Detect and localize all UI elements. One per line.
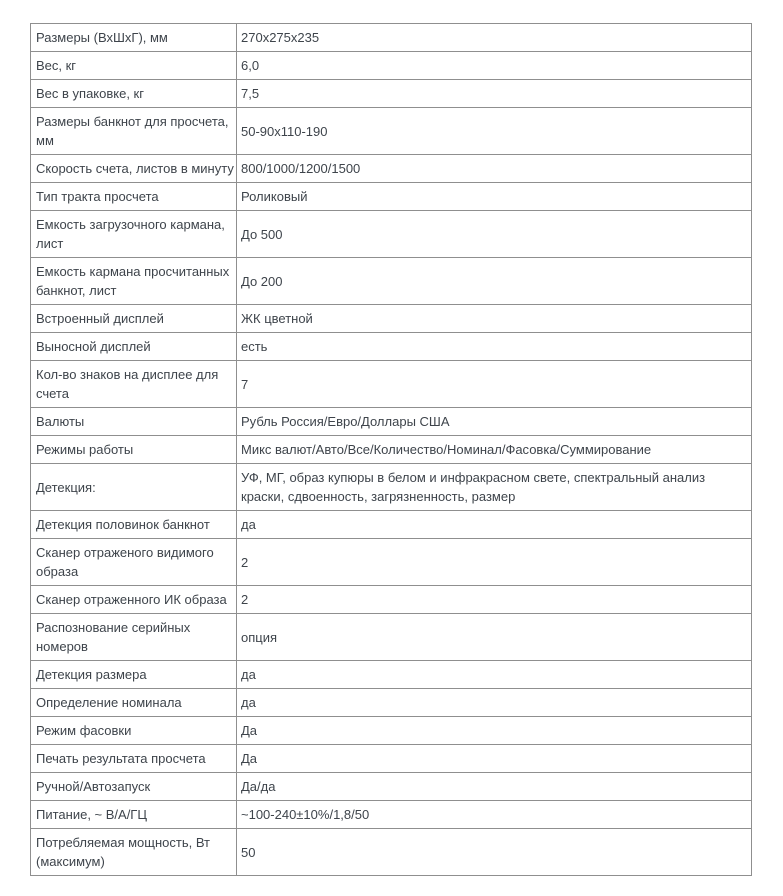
table-row	[31, 511, 752, 539]
table-row	[31, 586, 752, 614]
spec-label: Печать результата просчета	[31, 745, 237, 773]
table-row	[31, 24, 752, 52]
table-row	[31, 108, 752, 155]
spec-value: Рубль Россия/Евро/Доллары США	[237, 408, 752, 436]
table-row	[31, 801, 752, 829]
spec-label: Детекция размера	[31, 661, 237, 689]
table-row	[31, 773, 752, 801]
spec-label: Сканер отраженого видимого образа	[31, 539, 237, 586]
spec-value: да	[237, 689, 752, 717]
spec-label: Распознование серийных номеров	[31, 614, 237, 661]
spec-value: 50-90x110-190	[237, 108, 752, 155]
table-row	[31, 211, 752, 258]
spec-label: Вес, кг	[31, 52, 237, 80]
table-row	[31, 745, 752, 773]
spec-value: До 200	[237, 258, 752, 305]
spec-value: Да	[237, 745, 752, 773]
spec-value: ~100-240±10%/1,8/50	[237, 801, 752, 829]
spec-label: Вес в упаковке, кг	[31, 80, 237, 108]
table-row	[31, 717, 752, 745]
table-row	[31, 361, 752, 408]
spec-value: Да	[237, 717, 752, 745]
spec-label: Скорость счета, листов в минуту	[31, 155, 237, 183]
spec-value: опция	[237, 614, 752, 661]
table-row	[31, 829, 752, 876]
spec-label: Емкость загрузочного кармана, лист	[31, 211, 237, 258]
spec-label: Потребляемая мощность, Вт (максимум)	[31, 829, 237, 876]
table-row	[31, 614, 752, 661]
spec-label: Определение номинала	[31, 689, 237, 717]
table-row	[31, 661, 752, 689]
spec-value: есть	[237, 333, 752, 361]
spec-label: Сканер отраженного ИК образа	[31, 586, 237, 614]
table-row	[31, 305, 752, 333]
table-row	[31, 52, 752, 80]
spec-value: Да/да	[237, 773, 752, 801]
spec-label: Встроенный дисплей	[31, 305, 237, 333]
spec-value: УФ, МГ, образ купюры в белом и инфракрасном свете, спектральный анализ краски, сдвоенность, загрязненность, размер	[237, 464, 752, 511]
spec-value: Микс валют/Авто/Все/Количество/Номинал/Фасовка/Суммирование	[237, 436, 752, 464]
specs-table	[30, 23, 752, 876]
table-row	[31, 436, 752, 464]
spec-value: 7,5	[237, 80, 752, 108]
spec-value: ЖК цветной	[237, 305, 752, 333]
spec-label: Детекция:	[31, 464, 237, 511]
spec-label: Выносной дисплей	[31, 333, 237, 361]
spec-value: До 500	[237, 211, 752, 258]
spec-value: да	[237, 661, 752, 689]
spec-value: 6,0	[237, 52, 752, 80]
spec-label: Режимы работы	[31, 436, 237, 464]
spec-value: 7	[237, 361, 752, 408]
spec-label: Размеры банкнот для просчета, мм	[31, 108, 237, 155]
spec-label: Режим фасовки	[31, 717, 237, 745]
spec-label: Тип тракта просчета	[31, 183, 237, 211]
spec-value: 50	[237, 829, 752, 876]
spec-label: Валюты	[31, 408, 237, 436]
spec-value: да	[237, 511, 752, 539]
spec-value: 2	[237, 539, 752, 586]
spec-label: Ручной/Автозапуск	[31, 773, 237, 801]
spec-value: 800/1000/1200/1500	[237, 155, 752, 183]
spec-value: 2	[237, 586, 752, 614]
spec-label: Емкость кармана просчитанных банкнот, лист	[31, 258, 237, 305]
table-row	[31, 539, 752, 586]
spec-label: Детекция половинок банкнот	[31, 511, 237, 539]
table-row	[31, 689, 752, 717]
spec-value: Роликовый	[237, 183, 752, 211]
table-row	[31, 80, 752, 108]
spec-label: Питание, ~ В/А/ГЦ	[31, 801, 237, 829]
table-row	[31, 258, 752, 305]
table-row	[31, 155, 752, 183]
table-row	[31, 464, 752, 511]
table-row	[31, 408, 752, 436]
spec-label: Размеры (ВхШхГ), мм	[31, 24, 237, 52]
table-row	[31, 183, 752, 211]
spec-label: Кол-во знаков на дисплее для счета	[31, 361, 237, 408]
table-row	[31, 333, 752, 361]
spec-value: 270x275x235	[237, 24, 752, 52]
specs-table-body	[31, 24, 752, 876]
